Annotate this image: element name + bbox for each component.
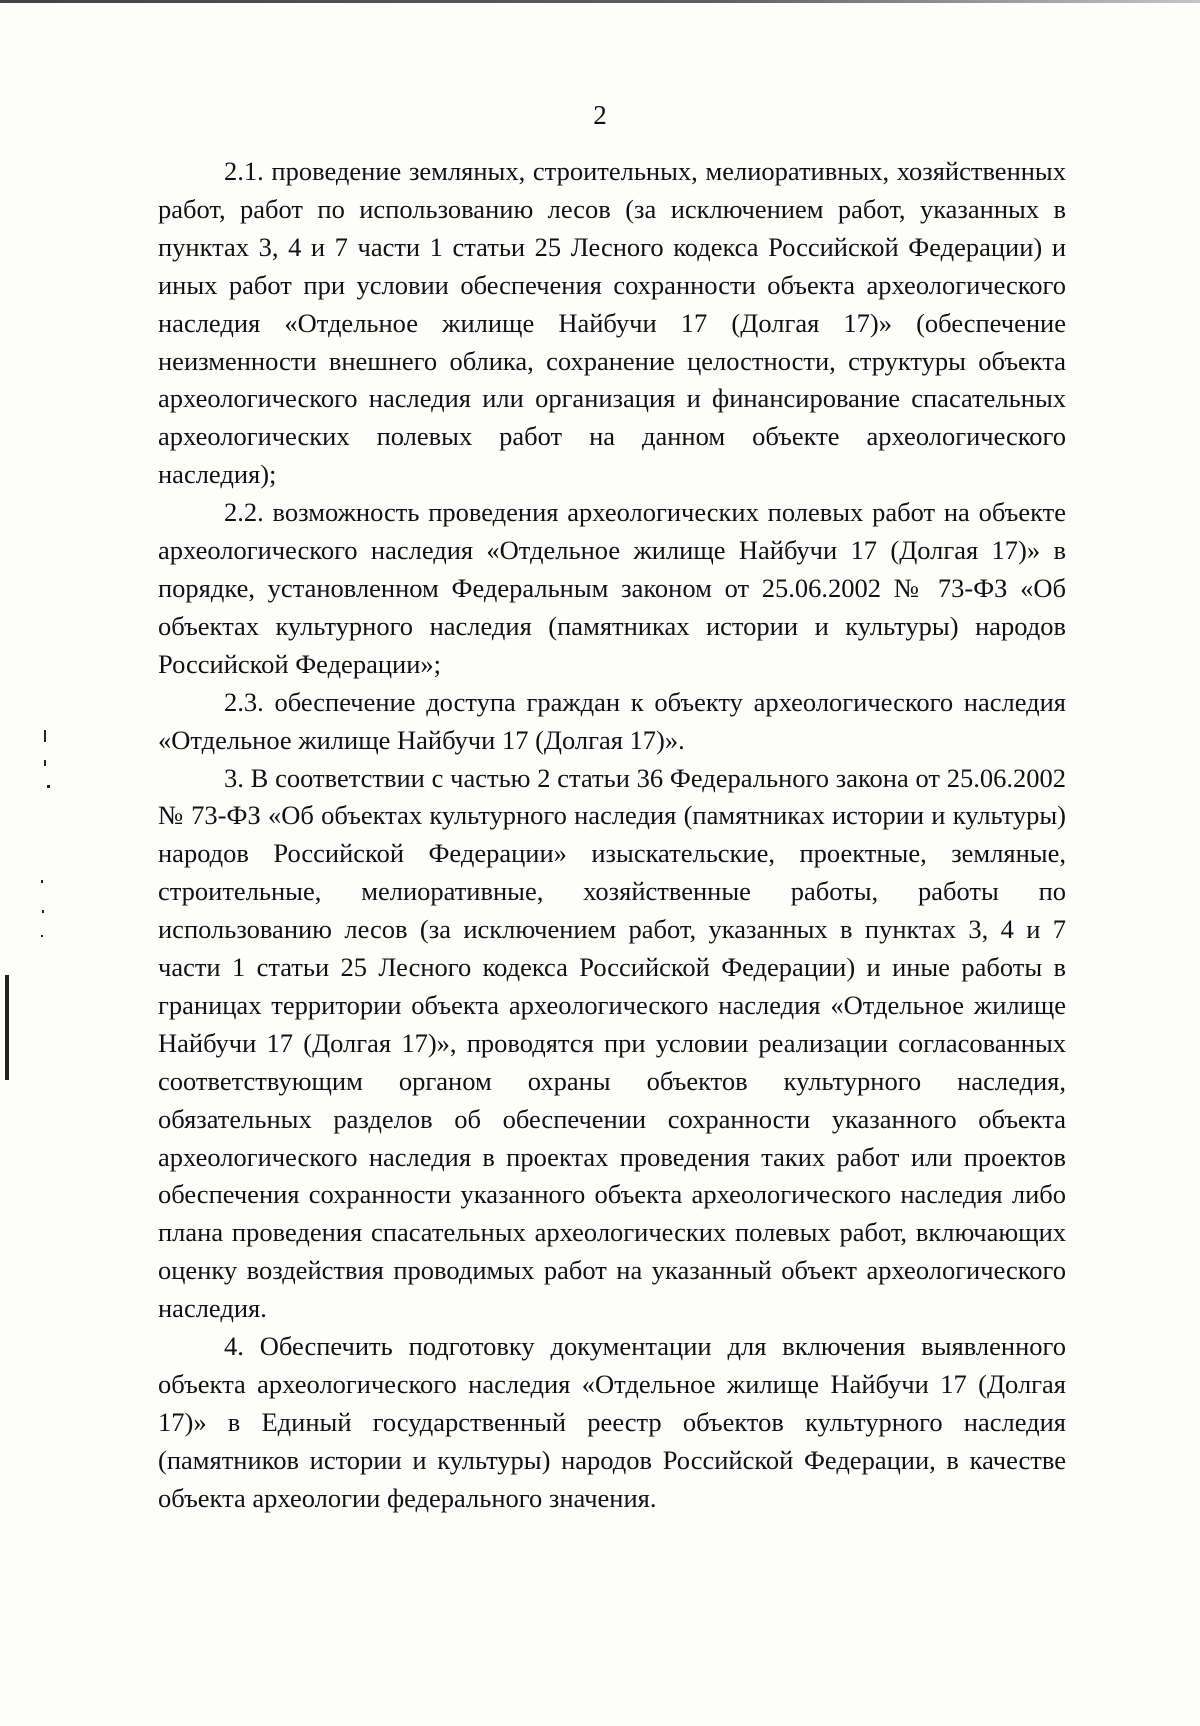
margin-mark [44,730,46,742]
margin-mark [5,975,9,1080]
paragraph-2-3: 2.3. обеспечение доступа граждан к объекту археологического наследия «Отдельное жилище Найбучи 17 (Долгая 17)». [158,686,1066,755]
paragraph-2-1: 2.1. проведение земляных, строительных, мелиоративных, хозяйственных работ, работ по использованию лесов (за исключением работ, указанных в пунктах 3, 4 и 7 части 1 статьи 25 Лесного кодекса Российской Федерации) и иных работ при условии обеспечения сохранности объекта археологического наследия «Отдельное жилище Найбучи 17 (Долгая 17)» (обеспечение неизменности внешнего облика, сохранение целостности, структуры объекта археологического наследия или организация и финансирование спасательных археологических полевых работ на данном объекте археологического наследия); [158,156,1066,490]
margin-mark [41,880,43,883]
margin-mark [44,760,46,766]
margin-mark [42,910,44,913]
paragraph-4: 4. Обеспечить подготовку документации для включения выявленного объекта археологического наследия «Отдельное жилище Найбучи 17 (Долгая 17)» в Единый государственный реестр объектов культурного наследия (памятников истории и культуры) народов Российской Федерации, в качестве объекта археологии федерального значения. [158,1331,1066,1513]
paragraph-2-2: 2.2. возможность проведения археологических полевых работ на объекте археологического наследия «Отдельное жилище Найбучи 17 (Долгая 17)» в порядке, установленном Федеральным законом от 25.06.2002 № 73-ФЗ «Об объектах культурного наследия (памятниках истории и культуры) народов Российской Федерации»; [158,497,1066,679]
margin-mark [41,935,43,937]
paragraph-3: 3. В соответствии с частью 2 статьи 36 Федерального закона от 25.06.2002 № 73-ФЗ «Об объектах культурного наследия (памятниках истории и культуры) народов Российской Федерации» изыскательские, проектные, земляные, строительные, мелиоративные, хозяйственные работы, работы по использованию лесов (за исключением работ, указанных в пунктах 3, 4 и 7 части 1 статьи 25 Лесного кодекса Российской Федерации) и иные работы в границах территории объекта археологического наследия «Отдельное жилище Найбучи 17 (Долгая 17)», проводятся при условии реализации согласованных соответствующим органом охраны объектов культурного наследия, обязательных разделов об обеспечении сохранности указанного объекта археологического наследия в проектах проведения таких работ или проектов обеспечения сохранности указанного объекта археологического наследия либо плана проведения спасательных археологических полевых работ, включающих оценку воздействия проводимых работ на указанный объект археологического наследия. [158,762,1066,1324]
document-body [158,153,1066,1518]
margin-mark [47,785,50,788]
page-number: 2 [593,100,607,130]
scan-top-edge [0,0,1200,3]
